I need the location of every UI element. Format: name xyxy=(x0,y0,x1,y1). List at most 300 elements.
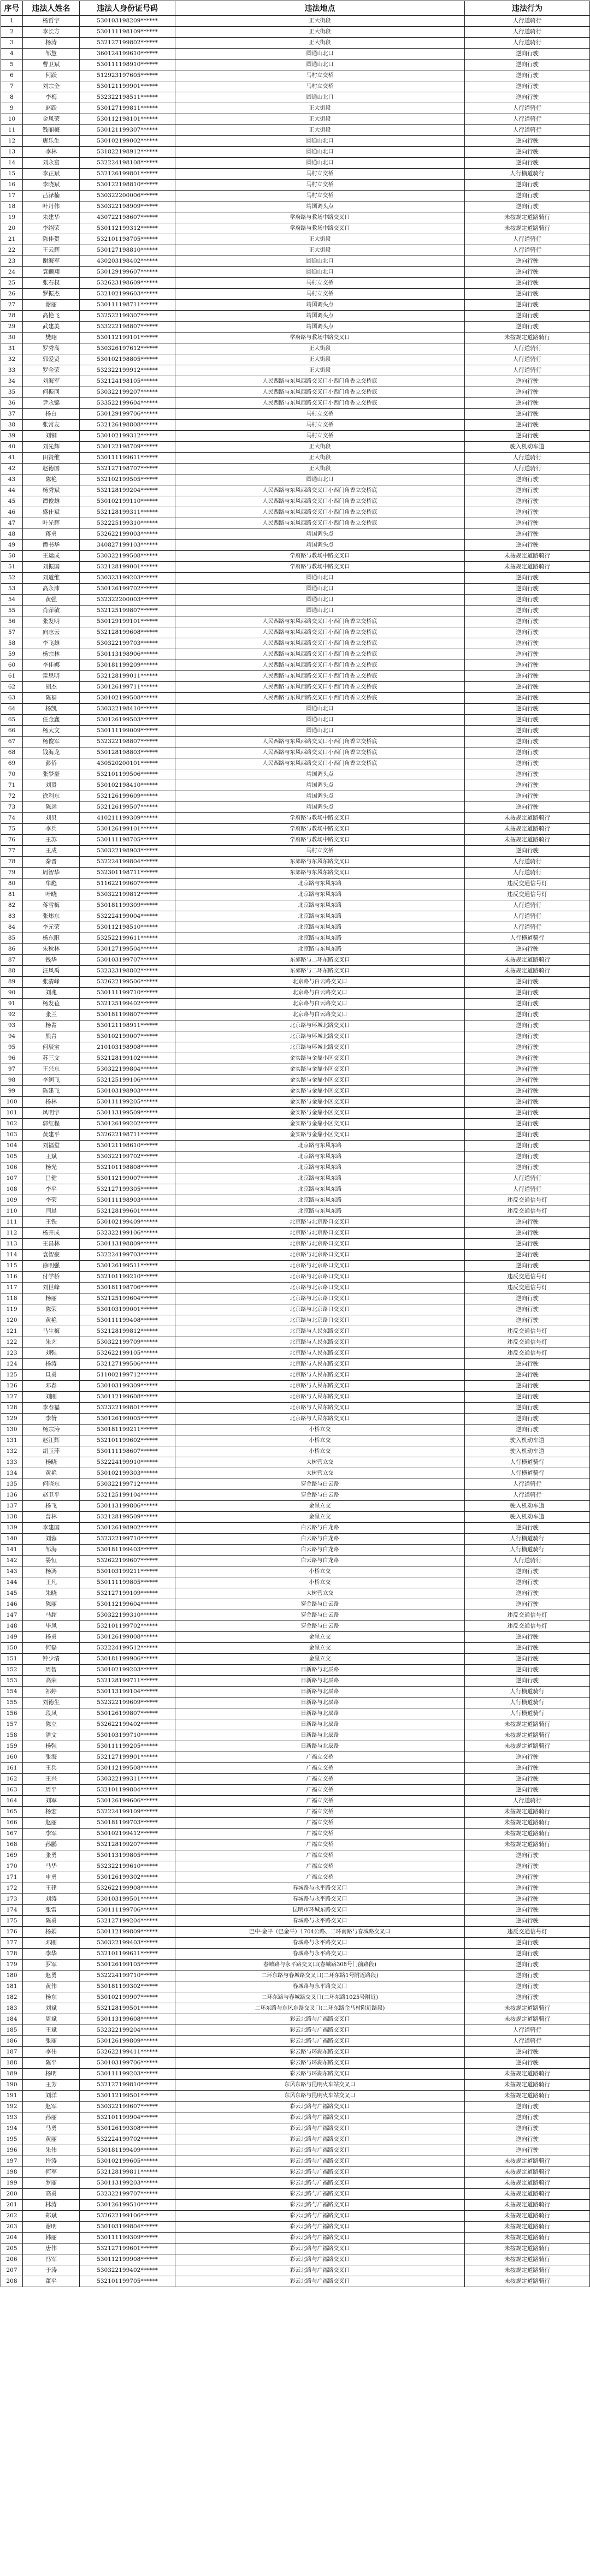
cell-location: 春城路与永平路交叉口 xyxy=(175,1883,465,1894)
cell-behavior: 未按规定道路骑行 xyxy=(465,562,590,573)
cell-location: 圆通山北口 xyxy=(175,136,465,147)
cell-no: 9 xyxy=(1,103,23,114)
cell-location: 圆通山北口 xyxy=(175,573,465,584)
cell-no: 154 xyxy=(1,1687,23,1697)
cell-name: 赵德国 xyxy=(23,464,80,474)
cell-no: 28 xyxy=(1,311,23,322)
cell-no: 185 xyxy=(1,2025,23,2036)
cell-no: 84 xyxy=(1,922,23,933)
cell-no: 72 xyxy=(1,791,23,802)
table-row xyxy=(1,387,590,398)
cell-no: 64 xyxy=(1,704,23,715)
cell-id: 530322198903****** xyxy=(80,846,175,857)
cell-location: 靖国调头点 xyxy=(175,311,465,322)
table-row xyxy=(1,474,590,485)
cell-name: 吕健 xyxy=(23,1173,80,1184)
cell-location: 正大街段 xyxy=(175,125,465,136)
cell-behavior: 逆向行驶 xyxy=(465,267,590,278)
cell-location: 正大街段 xyxy=(175,234,465,245)
cell-no: 159 xyxy=(1,1741,23,1752)
cell-no: 180 xyxy=(1,1970,23,1981)
cell-no: 69 xyxy=(1,758,23,769)
cell-id: 532124198105****** xyxy=(80,376,175,387)
cell-id: 530122198709****** xyxy=(80,442,175,453)
table-row xyxy=(1,1949,590,1960)
cell-no: 38 xyxy=(1,420,23,431)
cell-location: 马村立交桥 xyxy=(175,81,465,92)
cell-location: 马村立交桥 xyxy=(175,409,465,420)
cell-no: 153 xyxy=(1,1676,23,1687)
cell-id: 533222198807****** xyxy=(80,322,175,333)
cell-location: 广福立交桥 xyxy=(175,1850,465,1861)
table-row xyxy=(1,464,590,474)
cell-no: 126 xyxy=(1,1381,23,1392)
table-row xyxy=(1,857,590,868)
cell-location: 春城路与永平路交叉口 xyxy=(175,1949,465,1960)
cell-no: 99 xyxy=(1,1086,23,1097)
cell-name: 张常友 xyxy=(23,420,80,431)
cell-id: 532322199610****** xyxy=(80,1861,175,1872)
cell-no: 147 xyxy=(1,1610,23,1621)
cell-id: 532522199611****** xyxy=(80,933,175,944)
cell-behavior: 人行道骑行 xyxy=(465,365,590,376)
cell-location: 北京路与东风东路 xyxy=(175,900,465,911)
cell-name: 刘蓉 xyxy=(23,1534,80,1545)
cell-location: 人民西路与东风西路交叉口小西门角香立交桥底 xyxy=(175,682,465,693)
table-row xyxy=(1,682,590,693)
cell-id: 532128199811****** xyxy=(80,2167,175,2178)
cell-location: 北京路与白云路交叉口 xyxy=(175,977,465,988)
cell-behavior: 逆向行驶 xyxy=(465,1588,590,1599)
cell-location: 日新路与北辰路 xyxy=(175,1741,465,1752)
cell-no: 17 xyxy=(1,191,23,201)
cell-id: 530126199005****** xyxy=(80,1414,175,1424)
cell-id: 530113199805****** xyxy=(80,1850,175,1861)
cell-name: 黄丽 xyxy=(23,2134,80,2145)
cell-name: 申勇 xyxy=(23,1872,80,1883)
cell-id: 532128199207****** xyxy=(80,1839,175,1850)
cell-id: 530126199809****** xyxy=(80,2036,175,2047)
table-row xyxy=(1,278,590,289)
table-row xyxy=(1,1195,590,1206)
cell-location: 彩云北路与广福路交叉口 xyxy=(175,2233,465,2243)
cell-id: 530102199203****** xyxy=(80,1665,175,1676)
cell-id: 532127199305****** xyxy=(80,1184,175,1195)
table-row xyxy=(1,889,590,900)
cell-name: 杨娟 xyxy=(23,1927,80,1938)
cell-location: 北京路与人民东路交叉口 xyxy=(175,1414,465,1424)
cell-name: 张梦豪 xyxy=(23,769,80,780)
cell-no: 94 xyxy=(1,1031,23,1042)
cell-behavior: 逆向行驶 xyxy=(465,1424,590,1435)
cell-name: 陈运 xyxy=(23,802,80,813)
cell-no: 130 xyxy=(1,1424,23,1435)
cell-name: 胡玉萍 xyxy=(23,1446,80,1457)
cell-behavior: 逆向行驶 xyxy=(465,1370,590,1381)
table-row xyxy=(1,1315,590,1326)
cell-id: 530102199508****** xyxy=(80,693,175,704)
cell-id: 532322199106****** xyxy=(80,1228,175,1239)
cell-behavior: 未按规定道路骑行 xyxy=(465,2156,590,2167)
cell-location: 二环东路与春城路交叉口(二环东路1号附近路段) xyxy=(175,1970,465,1981)
cell-behavior: 逆向行驶 xyxy=(465,518,590,529)
table-row xyxy=(1,1326,590,1337)
cell-name: 杨宗林 xyxy=(23,649,80,660)
cell-id: 530121198610****** xyxy=(80,1141,175,1152)
table-row xyxy=(1,1283,590,1293)
cell-name: 普林 xyxy=(23,1512,80,1523)
cell-behavior: 逆向行驶 xyxy=(465,1676,590,1687)
cell-behavior: 逆向行驶 xyxy=(465,1916,590,1927)
cell-location: 彩云北路与广福路交叉口 xyxy=(175,2112,465,2123)
cell-behavior: 逆向行驶 xyxy=(465,1774,590,1785)
cell-location: 靖国调头点 xyxy=(175,780,465,791)
table-row xyxy=(1,551,590,562)
cell-name: 郭爱贤 xyxy=(23,354,80,365)
cell-name: 叶光辉 xyxy=(23,518,80,529)
cell-name: 罗丽 xyxy=(23,2178,80,2189)
cell-no: 133 xyxy=(1,1457,23,1468)
cell-no: 108 xyxy=(1,1184,23,1195)
table-row xyxy=(1,300,590,311)
table-row xyxy=(1,780,590,791)
table-row xyxy=(1,2145,590,2156)
cell-no: 136 xyxy=(1,1490,23,1501)
cell-id: 531822198912****** xyxy=(80,147,175,158)
table-row xyxy=(1,1774,590,1785)
cell-location: 彩云北路与广福路交叉口 xyxy=(175,2189,465,2200)
cell-id: 530112198510****** xyxy=(80,922,175,933)
cell-behavior: 逆向行驶 xyxy=(465,1250,590,1261)
cell-location: 学府路与教场中路交叉口 xyxy=(175,835,465,846)
table-row xyxy=(1,1381,590,1392)
cell-no: 8 xyxy=(1,92,23,103)
cell-location: 正大街段 xyxy=(175,114,465,125)
cell-name: 周智华 xyxy=(23,868,80,879)
cell-name: 李晓斌 xyxy=(23,180,80,191)
cell-no: 121 xyxy=(1,1326,23,1337)
cell-location: 人民西路与东风西路交叉口小西门角香立交桥底 xyxy=(175,496,465,507)
header-location: 违法地点 xyxy=(175,1,465,16)
cell-name: 李林 xyxy=(23,147,80,158)
cell-name: 黄强 xyxy=(23,595,80,606)
cell-behavior: 逆向行驶 xyxy=(465,256,590,267)
cell-no: 83 xyxy=(1,911,23,922)
table-row xyxy=(1,802,590,813)
cell-behavior: 人行道骑行 xyxy=(465,922,590,933)
cell-no: 68 xyxy=(1,747,23,758)
cell-id: 530126198902****** xyxy=(80,1523,175,1534)
cell-no: 112 xyxy=(1,1228,23,1239)
cell-no: 104 xyxy=(1,1141,23,1152)
table-row xyxy=(1,1534,590,1545)
cell-location: 春城路与永平路交叉口 xyxy=(175,1916,465,1927)
cell-id: 530181199807****** xyxy=(80,1010,175,1020)
cell-name: 李绍荣 xyxy=(23,223,80,234)
table-row xyxy=(1,627,590,638)
table-row xyxy=(1,595,590,606)
cell-id: 530111198910****** xyxy=(80,60,175,70)
cell-location: 北京路与人民东路交叉口 xyxy=(175,1359,465,1370)
cell-location: 北京路与东风东路 xyxy=(175,1152,465,1162)
cell-id: 532224199512****** xyxy=(80,1643,175,1654)
cell-location: 学府路与教场中路交叉口 xyxy=(175,562,465,573)
cell-location: 人民西路与东风西路交叉口小西门角香立交桥底 xyxy=(175,693,465,704)
cell-no: 15 xyxy=(1,169,23,180)
cell-name: 杨林 xyxy=(23,1097,80,1108)
cell-location: 北京路与东风东路 xyxy=(175,1206,465,1217)
cell-no: 183 xyxy=(1,2003,23,2014)
cell-location: 北京路与白云路交叉口 xyxy=(175,1010,465,1020)
table-row xyxy=(1,1337,590,1348)
cell-behavior: 逆向行驶 xyxy=(465,726,590,737)
cell-no: 96 xyxy=(1,1053,23,1064)
cell-name: 刘海军 xyxy=(23,376,80,387)
cell-location: 马村立交桥 xyxy=(175,431,465,442)
cell-name: 于涛 xyxy=(23,2265,80,2276)
cell-name: 高艳飞 xyxy=(23,311,80,322)
cell-name: 段凤 xyxy=(23,1708,80,1719)
table-row xyxy=(1,2036,590,2047)
cell-no: 60 xyxy=(1,660,23,671)
cell-location: 二环东路与春城路交叉口(二环东路1025号附近) xyxy=(175,1992,465,2003)
cell-no: 44 xyxy=(1,485,23,496)
table-row xyxy=(1,1010,590,1020)
cell-name: 王运成 xyxy=(23,551,80,562)
cell-id: 532622199106****** xyxy=(80,2211,175,2222)
cell-no: 167 xyxy=(1,1829,23,1839)
cell-id: 530111198607****** xyxy=(80,1446,175,1457)
cell-location: 广福立交桥 xyxy=(175,1796,465,1807)
cell-behavior: 逆向行驶 xyxy=(465,485,590,496)
cell-id: 530102198410****** xyxy=(80,780,175,791)
cell-name: 杨飞 xyxy=(23,1501,80,1512)
table-row xyxy=(1,1665,590,1676)
cell-behavior: 人行道骑行 xyxy=(465,1556,590,1566)
cell-no: 165 xyxy=(1,1807,23,1818)
table-row xyxy=(1,693,590,704)
cell-no: 43 xyxy=(1,474,23,485)
cell-location: 靖国调头点 xyxy=(175,769,465,780)
cell-id: 532128199601****** xyxy=(80,1206,175,1217)
cell-behavior: 逆向行驶 xyxy=(465,671,590,682)
cell-name: 朱艺 xyxy=(23,1337,80,1348)
cell-id: 532224199804****** xyxy=(80,857,175,868)
cell-no: 187 xyxy=(1,2047,23,2058)
cell-name: 雷思明 xyxy=(23,671,80,682)
cell-name: 陈建飞 xyxy=(23,1086,80,1097)
cell-location: 东郊路与二环东路交叉口 xyxy=(175,955,465,966)
cell-name: 付学桥 xyxy=(23,1272,80,1283)
cell-id: 532622199402****** xyxy=(80,1719,175,1730)
cell-location: 北京路与北京路口交叉口 xyxy=(175,1315,465,1326)
cell-no: 203 xyxy=(1,2222,23,2233)
cell-no: 141 xyxy=(1,1545,23,1556)
cell-id: 532301198711****** xyxy=(80,868,175,879)
cell-no: 76 xyxy=(1,835,23,846)
cell-location: 广福立交桥 xyxy=(175,1829,465,1839)
cell-behavior: 逆向行驶 xyxy=(465,1850,590,1861)
cell-location: 人民西路与东风西路交叉口小西门角香立交桥底 xyxy=(175,387,465,398)
cell-behavior: 逆向行驶 xyxy=(465,649,590,660)
cell-location: 北京路与东风东路 xyxy=(175,922,465,933)
cell-location: 人民西路与东风西路交叉口小西门角香立交桥底 xyxy=(175,616,465,627)
cell-location: 东郊路与东风东路交叉口 xyxy=(175,857,465,868)
table-row xyxy=(1,1119,590,1130)
cell-name: 向志云 xyxy=(23,627,80,638)
cell-no: 114 xyxy=(1,1250,23,1261)
table-row xyxy=(1,1883,590,1894)
cell-id: 530127198810****** xyxy=(80,245,175,256)
cell-id: 530181199403****** xyxy=(80,1545,175,1556)
table-row xyxy=(1,49,590,60)
cell-no: 207 xyxy=(1,2265,23,2276)
cell-no: 177 xyxy=(1,1938,23,1949)
cell-location: 穿金路与白云路 xyxy=(175,1490,465,1501)
cell-id: 530102199605****** xyxy=(80,2156,175,2167)
cell-location: 北京路与北京路口交叉口 xyxy=(175,1217,465,1228)
cell-name: 刘刚 xyxy=(23,1392,80,1403)
cell-location: 金实路与金鼎小区交叉口 xyxy=(175,1119,465,1130)
cell-location: 北京路与白云路交叉口 xyxy=(175,999,465,1010)
cell-no: 48 xyxy=(1,529,23,540)
cell-behavior: 逆向行驶 xyxy=(465,1938,590,1949)
cell-location: 东郊路与东风东路交叉口 xyxy=(175,868,465,879)
cell-no: 172 xyxy=(1,1883,23,1894)
cell-name: 徐利东 xyxy=(23,791,80,802)
cell-behavior: 逆向行驶 xyxy=(465,420,590,431)
cell-name: 高荣 xyxy=(23,1676,80,1687)
cell-id: 530112199501****** xyxy=(80,2091,175,2102)
cell-name: 胡杰 xyxy=(23,682,80,693)
cell-location: 穿金路与白云路 xyxy=(175,1621,465,1632)
cell-no: 85 xyxy=(1,933,23,944)
cell-location: 正大街段 xyxy=(175,453,465,464)
cell-location: 小桥立交 xyxy=(175,1435,465,1446)
cell-behavior: 人行道骑行 xyxy=(465,1173,590,1184)
cell-id: 532322198511****** xyxy=(80,92,175,103)
cell-no: 193 xyxy=(1,2112,23,2123)
table-row xyxy=(1,2069,590,2080)
cell-behavior: 逆向行驶 xyxy=(465,1053,590,1064)
cell-no: 23 xyxy=(1,256,23,267)
cell-no: 107 xyxy=(1,1173,23,1184)
cell-id: 530113198809****** xyxy=(80,1239,175,1250)
cell-no: 49 xyxy=(1,540,23,551)
table-row xyxy=(1,234,590,245)
cell-location: 彩云北路与广福路交叉口 xyxy=(175,2167,465,2178)
table-row xyxy=(1,955,590,966)
table-row xyxy=(1,1250,590,1261)
cell-behavior: 人行道骑行 xyxy=(465,868,590,879)
cell-name: 刘宗全 xyxy=(23,81,80,92)
cell-id: 532322199710****** xyxy=(80,1534,175,1545)
table-row xyxy=(1,289,590,300)
cell-name: 张发明 xyxy=(23,616,80,627)
cell-name: 祁婷 xyxy=(23,1687,80,1697)
cell-name: 李梅 xyxy=(23,92,80,103)
cell-id: 532128199501****** xyxy=(80,2003,175,2014)
cell-name: 李佳娜 xyxy=(23,660,80,671)
cell-name: 李华 xyxy=(23,1949,80,1960)
table-row xyxy=(1,1457,590,1468)
table-row xyxy=(1,1697,590,1708)
cell-no: 97 xyxy=(1,1064,23,1075)
table-row xyxy=(1,1435,590,1446)
cell-no: 197 xyxy=(1,2156,23,2167)
cell-location: 穿金路与白云路 xyxy=(175,1479,465,1490)
cell-id: 530102199412****** xyxy=(80,1829,175,1839)
cell-no: 62 xyxy=(1,682,23,693)
cell-id: 532224199004****** xyxy=(80,911,175,922)
cell-id: 532125199807****** xyxy=(80,606,175,616)
cell-no: 86 xyxy=(1,944,23,955)
cell-name: 李赞 xyxy=(23,1414,80,1424)
table-row xyxy=(1,1348,590,1359)
cell-behavior: 人行横道骑行 xyxy=(465,1687,590,1697)
cell-no: 179 xyxy=(1,1960,23,1970)
cell-behavior: 未按规定道路骑行 xyxy=(465,2265,590,2276)
cell-name: 刘道维 xyxy=(23,573,80,584)
cell-no: 47 xyxy=(1,518,23,529)
table-row xyxy=(1,2156,590,2167)
cell-name: 唐伟 xyxy=(23,2243,80,2254)
cell-behavior: 逆向行驶 xyxy=(465,81,590,92)
cell-name: 罗金荣 xyxy=(23,365,80,376)
cell-name: 闫晨 xyxy=(23,1206,80,1217)
cell-no: 201 xyxy=(1,2200,23,2211)
cell-id: 530181199409****** xyxy=(80,2145,175,2156)
cell-no: 93 xyxy=(1,1020,23,1031)
cell-behavior: 未按规定道路骑行 xyxy=(465,2080,590,2091)
cell-behavior: 逆向行驶 xyxy=(465,1239,590,1250)
cell-name: 何晓东 xyxy=(23,1479,80,1490)
cell-name: 杨秀斌 xyxy=(23,485,80,496)
table-row xyxy=(1,868,590,879)
cell-id: 530112199809****** xyxy=(80,1927,175,1938)
cell-behavior: 违反交通信号灯 xyxy=(465,1621,590,1632)
table-row xyxy=(1,1184,590,1195)
cell-location: 圆通山北口 xyxy=(175,147,465,158)
cell-id: 530322199812****** xyxy=(80,889,175,900)
cell-name: 黄艳 xyxy=(23,1468,80,1479)
cell-no: 7 xyxy=(1,81,23,92)
cell-name: 冯军 xyxy=(23,2254,80,2265)
table-row xyxy=(1,1162,590,1173)
cell-location: 彩云北路与广福路交叉口 xyxy=(175,2200,465,2211)
cell-id: 532125199604****** xyxy=(80,1293,175,1304)
cell-no: 200 xyxy=(1,2189,23,2200)
table-row xyxy=(1,267,590,278)
table-row xyxy=(1,70,590,81)
cell-name: 郭红程 xyxy=(23,1119,80,1130)
cell-name: 郑斌 xyxy=(23,2211,80,2222)
cell-name: 武建美 xyxy=(23,322,80,333)
table-row xyxy=(1,922,590,933)
cell-location: 日新路与北辰路 xyxy=(175,1730,465,1741)
cell-behavior: 逆向行驶 xyxy=(465,201,590,212)
table-row xyxy=(1,311,590,322)
table-row xyxy=(1,1992,590,2003)
cell-no: 36 xyxy=(1,398,23,409)
table-row xyxy=(1,256,590,267)
cell-behavior: 逆向行驶 xyxy=(465,278,590,289)
cell-id: 532101199506****** xyxy=(80,769,175,780)
cell-id: 530322200006****** xyxy=(80,191,175,201)
cell-id: 210103198908****** xyxy=(80,1042,175,1053)
cell-no: 119 xyxy=(1,1304,23,1315)
cell-name: 王兵 xyxy=(23,1763,80,1774)
